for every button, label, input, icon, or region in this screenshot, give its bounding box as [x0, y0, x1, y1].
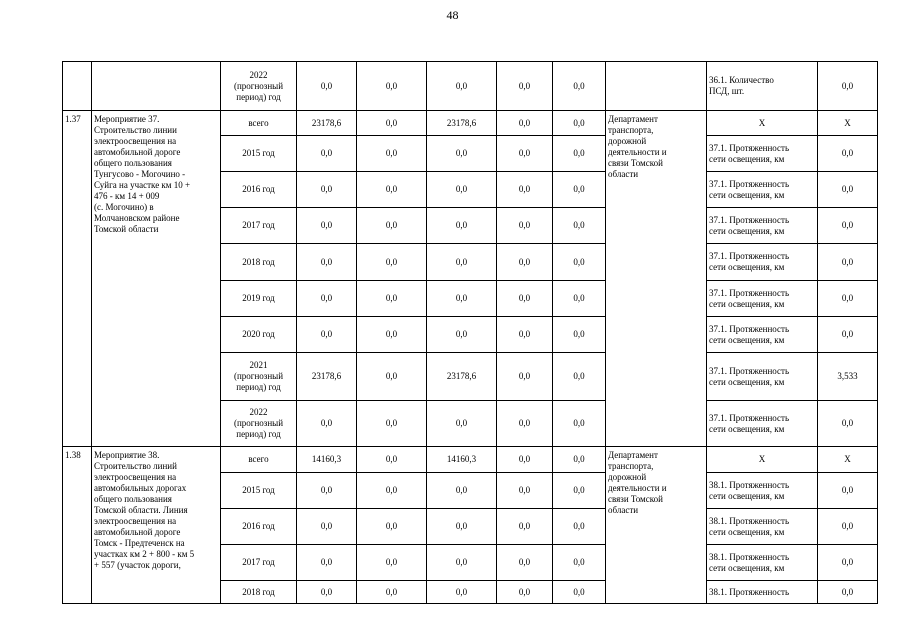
program-table: [62, 61, 878, 604]
title-cell: [92, 62, 221, 111]
value-cell: 0,0: [497, 509, 553, 545]
indicator-value-cell: 0,0: [818, 244, 878, 281]
table-body: [63, 62, 878, 604]
value-cell: 0,0: [553, 281, 606, 317]
value-cell: 0,0: [427, 208, 497, 244]
indicator-cell: 37.1. Протяженность сети освещения, км: [707, 353, 818, 401]
value-cell: 0,0: [357, 545, 427, 581]
indicator-value-cell: 0,0: [818, 172, 878, 208]
value-cell: 0,0: [553, 136, 606, 172]
period-cell: 2020 год: [221, 317, 297, 353]
value-cell: 0,0: [427, 473, 497, 509]
indicator-cell: 38.1. Протяженность сети освещения, км: [707, 473, 818, 509]
value-cell: 0,0: [497, 281, 553, 317]
period-cell: 2016 год: [221, 172, 297, 208]
value-cell: 0,0: [553, 317, 606, 353]
indicator-value-cell: 0,0: [818, 62, 878, 111]
value-cell: 0,0: [297, 281, 357, 317]
value-cell: 0,0: [357, 208, 427, 244]
section-title-cell: Мероприятие 38. Строительство линий электроосвещения на автомобильных дорогах общего пользования Томской области. Линия электроосвещения на автомобильной дороге Томск - Предтеченск на участках км 2 + 800 - км 5 + 557 (участок дороги,: [92, 447, 221, 604]
value-cell: 0,0: [553, 111, 606, 136]
value-cell: 0,0: [357, 473, 427, 509]
value-cell: 0,0: [497, 447, 553, 473]
period-cell: 2016 год: [221, 509, 297, 545]
department-cell: Департамент транспорта, дорожной деятельности и связи Томской области: [606, 111, 707, 447]
section-title-cell: Мероприятие 37. Строительство линии электроосвещения на автомобильной дороге общего пользования Тунгусово - Могочино - Суйга на участке км 10 + 476 - км 14 + 009 (с. Могочино) в Молчановском районе Томской области: [92, 111, 221, 447]
indicator-value-cell: 0,0: [818, 317, 878, 353]
value-cell: 0,0: [497, 111, 553, 136]
indicator-cell: 38.1. Протяженность сети освещения, км: [707, 509, 818, 545]
value-cell: 0,0: [297, 545, 357, 581]
number-cell: [63, 62, 92, 111]
indicator-cell: X: [707, 111, 818, 136]
value-cell: 0,0: [497, 581, 553, 604]
indicator-cell: X: [707, 447, 818, 473]
value-cell: 0,0: [297, 172, 357, 208]
value-cell: 0,0: [297, 136, 357, 172]
value-cell: 23178,6: [297, 111, 357, 136]
value-cell: 14160,3: [297, 447, 357, 473]
value-cell: 0,0: [553, 208, 606, 244]
period-cell: 2022 (прогнозный период) год: [221, 401, 297, 447]
value-cell: 23178,6: [297, 353, 357, 401]
value-cell: 0,0: [357, 281, 427, 317]
period-cell: всего: [221, 447, 297, 473]
period-cell: 2018 год: [221, 581, 297, 604]
value-cell: 0,0: [497, 244, 553, 281]
value-cell: 0,0: [553, 244, 606, 281]
value-cell: 0,0: [553, 62, 606, 111]
value-cell: 0,0: [427, 545, 497, 581]
table-row: [63, 111, 878, 136]
period-cell: 2017 год: [221, 208, 297, 244]
value-cell: 0,0: [427, 401, 497, 447]
value-cell: 0,0: [553, 545, 606, 581]
period-cell: 2021 (прогнозный период) год: [221, 353, 297, 401]
value-cell: 0,0: [357, 136, 427, 172]
indicator-cell: 38.1. Протяженность сети освещения, км: [707, 545, 818, 581]
value-cell: 0,0: [297, 62, 357, 111]
indicator-cell: 38.1. Протяженность: [707, 581, 818, 604]
indicator-value-cell: 0,0: [818, 401, 878, 447]
value-cell: 0,0: [357, 581, 427, 604]
indicator-cell: 37.1. Протяженность сети освещения, км: [707, 136, 818, 172]
period-cell: 2017 год: [221, 545, 297, 581]
period-cell: 2015 год: [221, 136, 297, 172]
table-row: [63, 62, 878, 111]
period-cell: 2018 год: [221, 244, 297, 281]
value-cell: 0,0: [357, 111, 427, 136]
indicator-value-cell: 0,0: [818, 581, 878, 604]
indicator-cell: 37.1. Протяженность сети освещения, км: [707, 172, 818, 208]
indicator-value-cell: X: [818, 111, 878, 136]
value-cell: 0,0: [553, 172, 606, 208]
value-cell: 0,0: [297, 317, 357, 353]
value-cell: 14160,3: [427, 447, 497, 473]
value-cell: 23178,6: [427, 353, 497, 401]
value-cell: 0,0: [553, 473, 606, 509]
value-cell: 0,0: [297, 208, 357, 244]
department-cell: Департамент транспорта, дорожной деятельности и связи Томской области: [606, 447, 707, 604]
value-cell: 23178,6: [427, 111, 497, 136]
value-cell: 0,0: [297, 473, 357, 509]
value-cell: 0,0: [297, 509, 357, 545]
section-number-cell: 1.38: [63, 447, 92, 604]
value-cell: 0,0: [357, 244, 427, 281]
value-cell: 0,0: [497, 473, 553, 509]
period-cell: 2015 год: [221, 473, 297, 509]
value-cell: 0,0: [427, 172, 497, 208]
table-row: [63, 447, 878, 473]
value-cell: 0,0: [553, 447, 606, 473]
section-number-cell: 1.37: [63, 111, 92, 447]
value-cell: 0,0: [553, 353, 606, 401]
value-cell: 0,0: [553, 509, 606, 545]
value-cell: 0,0: [427, 136, 497, 172]
value-cell: 0,0: [427, 62, 497, 111]
value-cell: 0,0: [497, 317, 553, 353]
value-cell: 0,0: [297, 244, 357, 281]
value-cell: 0,0: [357, 509, 427, 545]
value-cell: 0,0: [357, 353, 427, 401]
indicator-value-cell: 0,0: [818, 136, 878, 172]
period-cell: 2022 (прогнозный период) год: [221, 62, 297, 111]
value-cell: 0,0: [497, 545, 553, 581]
indicator-cell: 37.1. Протяженность сети освещения, км: [707, 208, 818, 244]
value-cell: 0,0: [297, 401, 357, 447]
indicator-cell: 37.1. Протяженность сети освещения, км: [707, 281, 818, 317]
value-cell: 0,0: [497, 172, 553, 208]
page-number: 48: [446, 8, 459, 22]
indicator-cell: 37.1. Протяженность сети освещения, км: [707, 317, 818, 353]
indicator-cell: 36.1. Количество ПСД, шт.: [707, 62, 818, 111]
value-cell: 0,0: [497, 208, 553, 244]
value-cell: 0,0: [553, 581, 606, 604]
indicator-cell: 37.1. Протяженность сети освещения, км: [707, 244, 818, 281]
value-cell: 0,0: [357, 401, 427, 447]
value-cell: 0,0: [427, 509, 497, 545]
value-cell: 0,0: [357, 317, 427, 353]
department-cell: [606, 62, 707, 111]
value-cell: 0,0: [427, 581, 497, 604]
indicator-value-cell: 0,0: [818, 208, 878, 244]
value-cell: 0,0: [357, 447, 427, 473]
value-cell: 0,0: [497, 62, 553, 111]
indicator-value-cell: 0,0: [818, 545, 878, 581]
value-cell: 0,0: [553, 401, 606, 447]
period-cell: 2019 год: [221, 281, 297, 317]
value-cell: 0,0: [297, 581, 357, 604]
value-cell: 0,0: [497, 353, 553, 401]
period-cell: всего: [221, 111, 297, 136]
value-cell: 0,0: [427, 281, 497, 317]
indicator-value-cell: X: [818, 447, 878, 473]
value-cell: 0,0: [497, 136, 553, 172]
indicator-cell: 37.1. Протяженность сети освещения, км: [707, 401, 818, 447]
indicator-value-cell: 0,0: [818, 281, 878, 317]
value-cell: 0,0: [497, 401, 553, 447]
value-cell: 0,0: [427, 317, 497, 353]
indicator-value-cell: 0,0: [818, 509, 878, 545]
value-cell: 0,0: [357, 172, 427, 208]
indicator-value-cell: 3,533: [818, 353, 878, 401]
value-cell: 0,0: [427, 244, 497, 281]
indicator-value-cell: 0,0: [818, 473, 878, 509]
value-cell: 0,0: [357, 62, 427, 111]
